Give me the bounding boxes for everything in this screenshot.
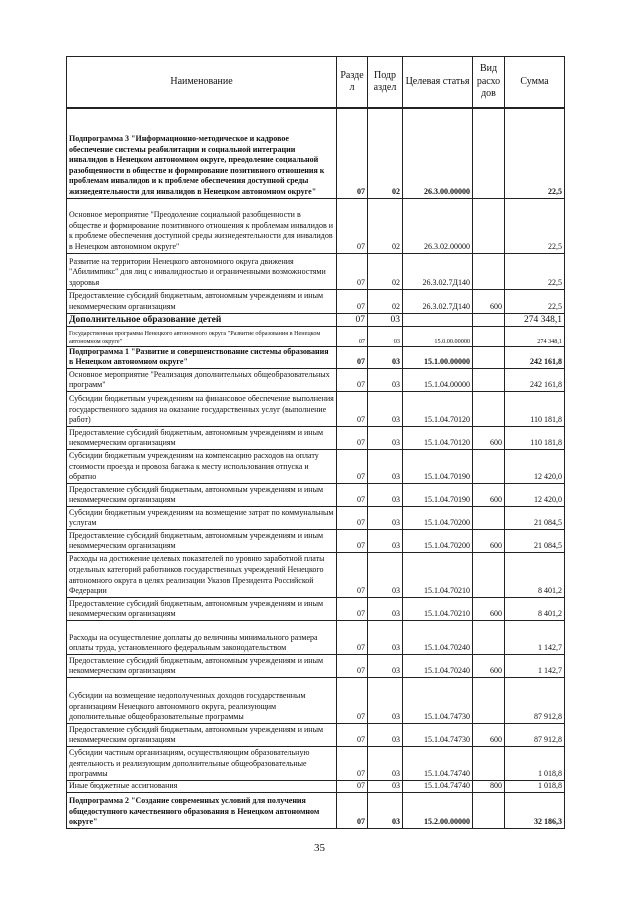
- cell-sum: 8 401,2: [505, 552, 565, 597]
- cell-subsection: 02: [368, 289, 403, 313]
- cell-target: 15.1.04.74730: [403, 723, 473, 746]
- cell-section: 07: [337, 597, 368, 620]
- cell-type: [473, 108, 505, 198]
- table-row: [67, 391, 565, 426]
- cell-target: 15.1.04.00000: [403, 368, 473, 391]
- cell-target: 15.1.04.70120: [403, 391, 473, 426]
- cell-subsection: 02: [368, 108, 403, 198]
- cell-target: 15.1.04.74740: [403, 780, 473, 792]
- cell-target: 15.1.04.70200: [403, 506, 473, 529]
- cell-name: Подпрограмма 1 "Развитие и совершенствование системы образования в Ненецком автономном округе": [67, 346, 337, 368]
- cell-section: 07: [337, 426, 368, 449]
- cell-sum: 87 912,8: [505, 677, 565, 723]
- cell-section: 07: [337, 529, 368, 552]
- cell-subsection: 03: [368, 746, 403, 780]
- cell-target: 15.1.04.70200: [403, 529, 473, 552]
- cell-type: 600: [473, 483, 505, 506]
- cell-type: [473, 391, 505, 426]
- cell-name: Субсидии на возмещение недополученных доходов государственным организациям Ненецкого автономного округа, реализующим дополнительные общеобразовательные программы: [67, 677, 337, 723]
- cell-name: Основное мероприятие "Реализация дополнительных общеобразовательных программ": [67, 368, 337, 391]
- table-row: [67, 198, 565, 253]
- cell-sum: 21 084,5: [505, 529, 565, 552]
- cell-target: 15.1.04.74740: [403, 746, 473, 780]
- table-row: [67, 506, 565, 529]
- cell-target: [403, 313, 473, 326]
- cell-name: Субсидии бюджетным учреждениям на возмещение затрат по коммунальным услугам: [67, 506, 337, 529]
- cell-type: [473, 506, 505, 529]
- table-row: [67, 253, 565, 289]
- cell-subsection: 03: [368, 677, 403, 723]
- cell-section: 07: [337, 483, 368, 506]
- col-header-name: Наименование: [67, 57, 337, 109]
- table-row: [67, 620, 565, 654]
- cell-name: Субсидии бюджетным учреждениям на компенсацию расходов на оплату стоимости проезда и провоза багажа к месту использования отпуска и обратно: [67, 449, 337, 483]
- table-row: [67, 723, 565, 746]
- cell-type: [473, 552, 505, 597]
- cell-target: 15.1.04.70120: [403, 426, 473, 449]
- table-row: [67, 746, 565, 780]
- cell-type: 600: [473, 654, 505, 677]
- cell-section: 07: [337, 198, 368, 253]
- cell-subsection: 02: [368, 198, 403, 253]
- cell-name: Развитие на территории Ненецкого автономного округа движения "Абилимпикс" для лиц с инвалидностью и ограниченными возможностями здоровья: [67, 253, 337, 289]
- cell-name: Предоставление субсидий бюджетным, автономным учреждениям и иным некоммерческим организациям: [67, 483, 337, 506]
- cell-subsection: 03: [368, 483, 403, 506]
- cell-target: 15.1.04.70240: [403, 654, 473, 677]
- cell-target: 15.1.04.70210: [403, 552, 473, 597]
- cell-sum: 1 142,7: [505, 654, 565, 677]
- cell-subsection: 03: [368, 654, 403, 677]
- cell-section: 07: [337, 677, 368, 723]
- cell-sum: 22,5: [505, 289, 565, 313]
- table-body: [67, 108, 565, 828]
- cell-type: [473, 746, 505, 780]
- col-header-type: Вид расхо дов: [473, 57, 505, 109]
- table-row: [67, 449, 565, 483]
- cell-type: [473, 449, 505, 483]
- cell-name: Предоставление субсидий бюджетным, автономным учреждениям и иным некоммерческим организациям: [67, 529, 337, 552]
- cell-sum: 274 348,1: [505, 313, 565, 326]
- cell-subsection: 03: [368, 449, 403, 483]
- cell-section: 07: [337, 552, 368, 597]
- cell-subsection: 03: [368, 391, 403, 426]
- cell-name: Расходы на осуществление доплаты до величины минимального размера оплаты труда, установленного федеральным законодательством: [67, 620, 337, 654]
- cell-section: 07: [337, 654, 368, 677]
- cell-name: Субсидии частным организациям, осуществляющим образовательную деятельность и реализующим дополнительные общеобразовательные программы: [67, 746, 337, 780]
- table-row: [67, 792, 565, 828]
- table-row: [67, 654, 565, 677]
- col-header-section: Разде л: [337, 57, 368, 109]
- cell-subsection: 03: [368, 529, 403, 552]
- budget-table: [66, 56, 565, 829]
- cell-section: 07: [337, 326, 368, 346]
- cell-sum: 110 181,8: [505, 391, 565, 426]
- cell-sum: 274 348,1: [505, 326, 565, 346]
- cell-subsection: 03: [368, 506, 403, 529]
- col-header-sum: Сумма: [505, 57, 565, 109]
- cell-type: [473, 253, 505, 289]
- table-row: [67, 289, 565, 313]
- cell-name: Подпрограмма 3 "Информационно-методическое и кадровое обеспечение системы реабилитации и социальной интеграции инвалидов в Ненецком автономном округе, преодоление социальной разобщенности в обществе и формирование позитивного отношения к проблемам инвалидов и к проблеме обеспечения доступной среды жизнедеятельности для инвалидов в Ненецком автономном округе": [67, 108, 337, 198]
- table-row: [67, 597, 565, 620]
- cell-sum: 1 018,8: [505, 780, 565, 792]
- cell-name: Основное мероприятие "Преодоление социальной разобщенности в обществе и формирование позитивного отношения к проблемам инвалидов и к проблеме обеспечения доступной среды жизнедеятельности для инвалидов в Ненецком автономном округе": [67, 198, 337, 253]
- cell-type: [473, 792, 505, 828]
- cell-sum: 12 420,0: [505, 483, 565, 506]
- cell-sum: 22,5: [505, 108, 565, 198]
- cell-subsection: 02: [368, 253, 403, 289]
- cell-name: Предоставление субсидий бюджетным, автономным учреждениям и иным некоммерческим организациям: [67, 723, 337, 746]
- cell-target: 26.3.02.7Д140: [403, 253, 473, 289]
- cell-subsection: 03: [368, 368, 403, 391]
- cell-sum: 110 181,8: [505, 426, 565, 449]
- cell-type: [473, 198, 505, 253]
- table-row: [67, 326, 565, 346]
- cell-sum: 242 161,8: [505, 346, 565, 368]
- cell-target: 15.1.04.70190: [403, 449, 473, 483]
- cell-target: 15.0.00.00000: [403, 326, 473, 346]
- cell-type: [473, 368, 505, 391]
- cell-section: 07: [337, 289, 368, 313]
- table-row: [67, 368, 565, 391]
- table-row: [67, 483, 565, 506]
- cell-section: 07: [337, 449, 368, 483]
- cell-name: Расходы на достижение целевых показателей по уровню заработной платы отдельных категорий работников государственных учреждений Ненецкого автономного округа в целях реализации Указов Президента Российской Федерации: [67, 552, 337, 597]
- cell-subsection: 03: [368, 620, 403, 654]
- table-row: [67, 552, 565, 597]
- cell-target: 15.1.00.00000: [403, 346, 473, 368]
- col-header-target: Целевая статья: [403, 57, 473, 109]
- col-header-subsection: Подр аздел: [368, 57, 403, 109]
- cell-subsection: 03: [368, 723, 403, 746]
- cell-section: 07: [337, 792, 368, 828]
- cell-target: 15.2.00.00000: [403, 792, 473, 828]
- cell-sum: 21 084,5: [505, 506, 565, 529]
- cell-section: 07: [337, 506, 368, 529]
- cell-name: Дополнительное образование детей: [67, 313, 337, 326]
- cell-section: 07: [337, 746, 368, 780]
- cell-name: Предоставление субсидий бюджетным, автономным учреждениям и иным некоммерческим организациям: [67, 597, 337, 620]
- cell-name: Подпрограмма 2 "Создание современных условий для получения общедоступного качественного образования в Ненецком автономном округе": [67, 792, 337, 828]
- cell-section: 07: [337, 313, 368, 326]
- cell-type: 600: [473, 723, 505, 746]
- table-header-row: [67, 57, 565, 109]
- cell-sum: 32 186,3: [505, 792, 565, 828]
- cell-subsection: 03: [368, 313, 403, 326]
- table-row: [67, 313, 565, 326]
- cell-target: 26.3.02.00000: [403, 198, 473, 253]
- cell-section: 07: [337, 253, 368, 289]
- cell-subsection: 03: [368, 780, 403, 792]
- cell-type: 600: [473, 289, 505, 313]
- table-row: [67, 677, 565, 723]
- cell-sum: 12 420,0: [505, 449, 565, 483]
- cell-type: [473, 620, 505, 654]
- table-row: [67, 780, 565, 792]
- cell-type: [473, 326, 505, 346]
- cell-subsection: 03: [368, 597, 403, 620]
- cell-type: 800: [473, 780, 505, 792]
- cell-target: 26.3.00.00000: [403, 108, 473, 198]
- cell-name: Иные бюджетные ассигнования: [67, 780, 337, 792]
- cell-subsection: 03: [368, 426, 403, 449]
- cell-section: 07: [337, 108, 368, 198]
- cell-target: 26.3.02.7Д140: [403, 289, 473, 313]
- cell-name: Предоставление субсидий бюджетным, автономным учреждениям и иным некоммерческим организациям: [67, 654, 337, 677]
- cell-subsection: 03: [368, 792, 403, 828]
- cell-name: Предоставление субсидий бюджетным, автономным учреждениям и иным некоммерческим организациям: [67, 426, 337, 449]
- cell-target: 15.1.04.70210: [403, 597, 473, 620]
- cell-sum: 1 018,8: [505, 746, 565, 780]
- table-row: [67, 529, 565, 552]
- cell-target: 15.1.04.74730: [403, 677, 473, 723]
- cell-sum: 1 142,7: [505, 620, 565, 654]
- cell-subsection: 03: [368, 552, 403, 597]
- table-row: [67, 426, 565, 449]
- cell-type: [473, 346, 505, 368]
- cell-type: 600: [473, 529, 505, 552]
- cell-section: 07: [337, 391, 368, 426]
- cell-section: 07: [337, 368, 368, 391]
- cell-section: 07: [337, 346, 368, 368]
- cell-type: [473, 677, 505, 723]
- table-row: [67, 108, 565, 198]
- cell-target: 15.1.04.70240: [403, 620, 473, 654]
- cell-sum: 8 401,2: [505, 597, 565, 620]
- cell-sum: 22,5: [505, 198, 565, 253]
- cell-sum: 87 912,8: [505, 723, 565, 746]
- cell-type: 600: [473, 426, 505, 449]
- cell-section: 07: [337, 620, 368, 654]
- cell-type: [473, 313, 505, 326]
- cell-sum: 242 161,8: [505, 368, 565, 391]
- cell-subsection: 03: [368, 346, 403, 368]
- cell-name: Субсидии бюджетным учреждениям на финансовое обеспечение выполнения государственного задания на оказание государственных услуг (выполнение работ): [67, 391, 337, 426]
- cell-target: 15.1.04.70190: [403, 483, 473, 506]
- table-row: [67, 346, 565, 368]
- page-number: 35: [314, 842, 325, 854]
- cell-type: 600: [473, 597, 505, 620]
- cell-sum: 22,5: [505, 253, 565, 289]
- cell-section: 07: [337, 780, 368, 792]
- cell-section: 07: [337, 723, 368, 746]
- cell-name: Предоставление субсидий бюджетным, автономным учреждениям и иным некоммерческим организациям: [67, 289, 337, 313]
- cell-name: Государственная программа Ненецкого автономного округа "Развитие образования в Ненецком автономном округе": [67, 326, 337, 346]
- cell-subsection: 03: [368, 326, 403, 346]
